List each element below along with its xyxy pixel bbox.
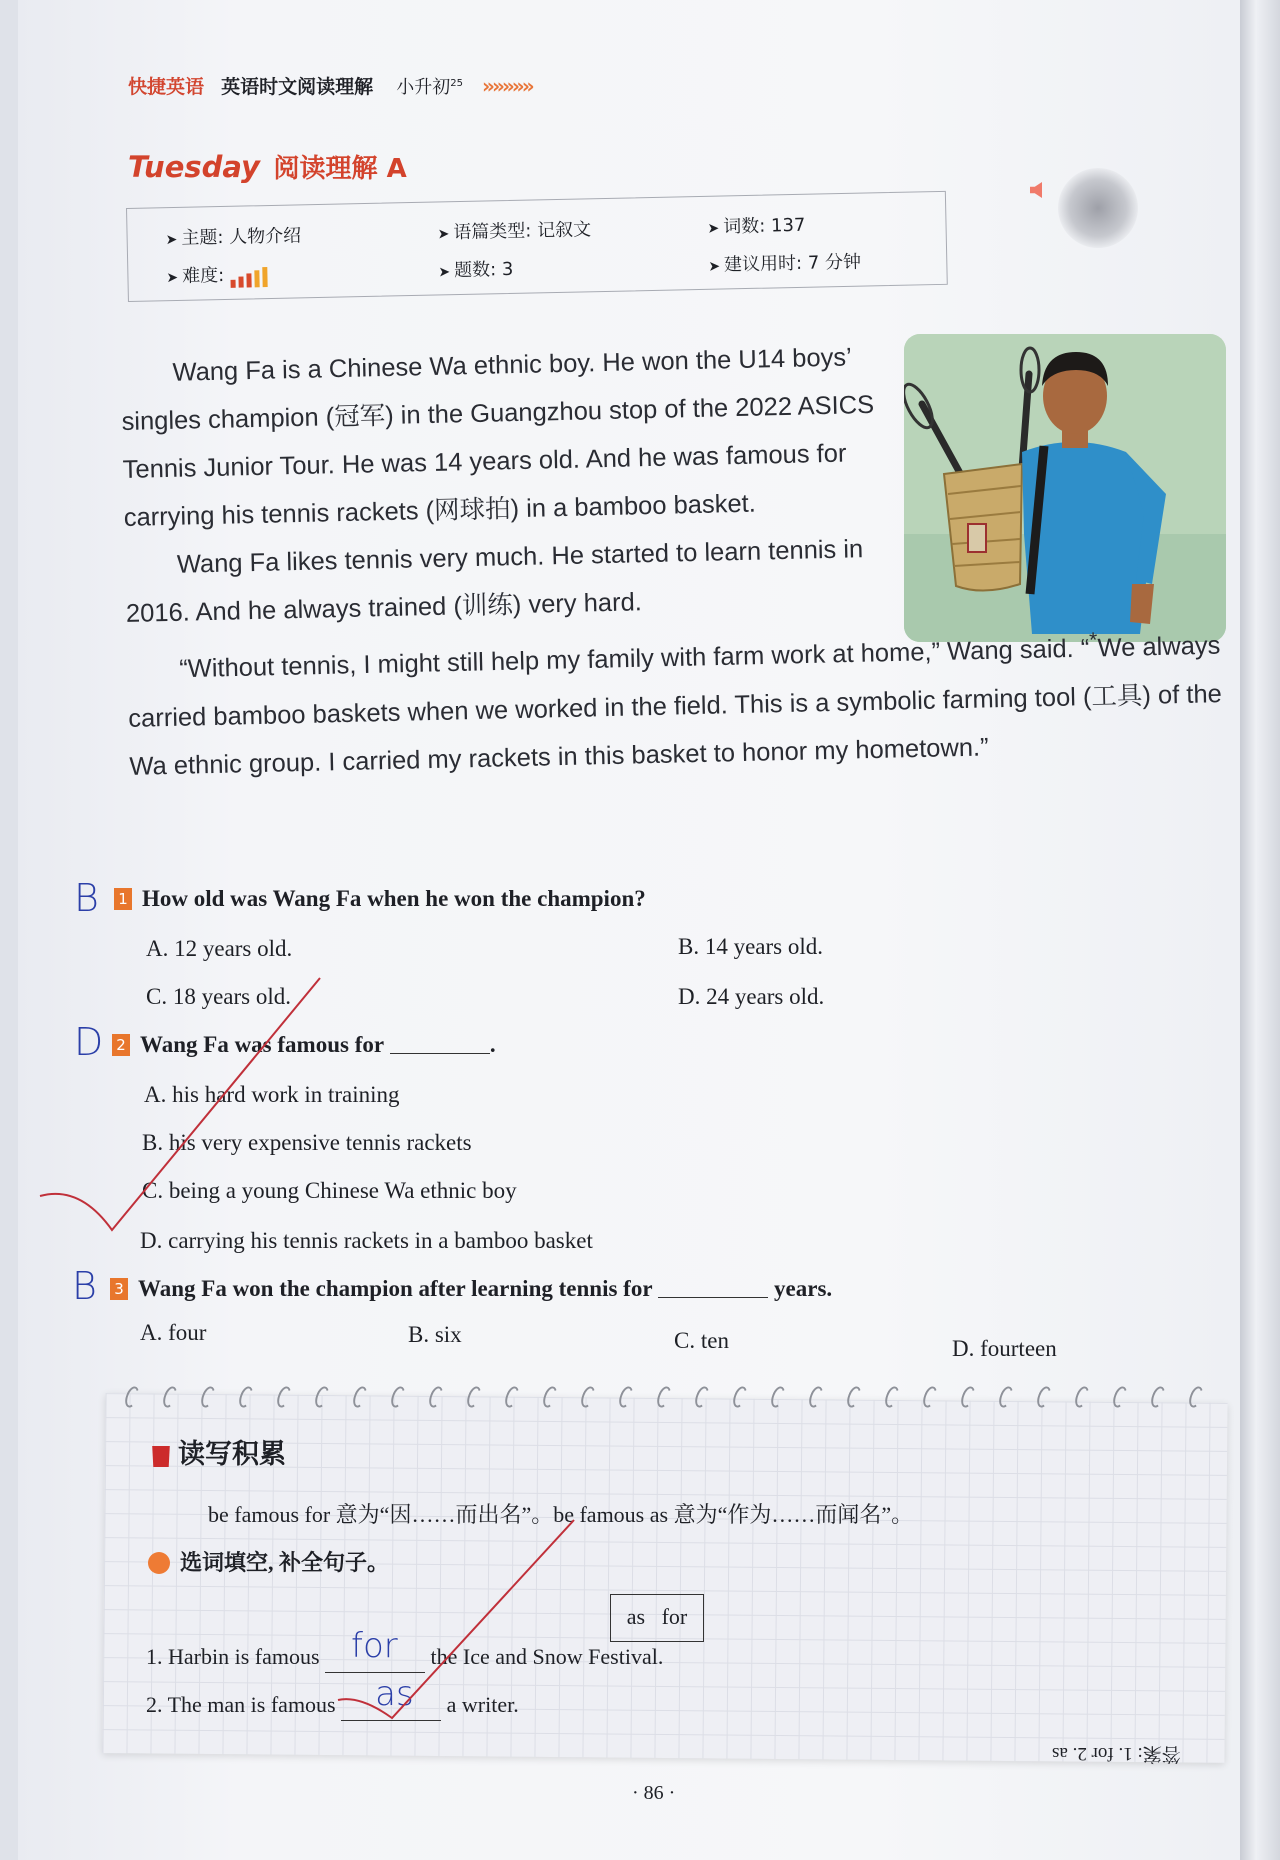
handwritten-fill-2: as bbox=[375, 1674, 414, 1714]
ring-icon bbox=[769, 1385, 788, 1410]
word-choice: for bbox=[661, 1604, 688, 1629]
option-1d: D. 24 years old. bbox=[678, 984, 825, 1009]
answer-blank bbox=[658, 1297, 768, 1298]
notes-task bbox=[148, 1546, 389, 1577]
header-level-sup: 25 bbox=[450, 78, 463, 89]
ring-icon bbox=[1035, 1385, 1054, 1410]
ring-icon bbox=[161, 1385, 180, 1410]
section-title bbox=[128, 148, 407, 185]
info-questions-text: 题数: 3 bbox=[453, 258, 514, 282]
info-questions bbox=[438, 255, 514, 283]
pencil-badge-icon bbox=[148, 1552, 170, 1574]
triangle-icon: ➤ bbox=[438, 264, 451, 281]
question-number: 2 bbox=[112, 1034, 130, 1056]
question-1 bbox=[114, 886, 646, 912]
header-arrows-icon: »»»»» bbox=[482, 74, 532, 98]
star-icon: * bbox=[1088, 627, 1098, 653]
handwritten-answer-1: B bbox=[74, 876, 99, 920]
handwritten-answer-3: B bbox=[72, 1264, 97, 1308]
question-number: 3 bbox=[110, 1278, 128, 1300]
book-spine-edge bbox=[1240, 0, 1280, 1860]
triangle-icon: ➤ bbox=[707, 220, 720, 237]
info-genre-text: 语篇类型: 记叙文 bbox=[453, 219, 592, 244]
triangle-icon: ➤ bbox=[437, 226, 450, 243]
passage-paragraph-2: Wang Fa likes tennis very much. He started to learn tennis in 2016. And he always trained (训练) very hard. bbox=[125, 535, 864, 628]
question-number: 1 bbox=[114, 888, 132, 910]
question-text: How old was Wang Fa when he won the champion? bbox=[142, 886, 646, 911]
difficulty-bars-icon bbox=[230, 266, 270, 288]
info-words bbox=[707, 211, 805, 239]
header-series-title: 英语时文阅读理解 bbox=[221, 76, 374, 98]
option-2c: C. being a young Chinese Wa ethnic boy bbox=[142, 1178, 517, 1203]
sentence-1-start: 1. Harbin is famous bbox=[146, 1644, 320, 1669]
info-difficulty bbox=[166, 260, 270, 289]
ring-icon bbox=[959, 1385, 978, 1410]
ring-icon bbox=[237, 1385, 256, 1410]
notes-task-text: 选词填空, 补全句子。 bbox=[180, 1550, 390, 1575]
info-time-text: 建议用时: 7 分钟 bbox=[723, 251, 862, 276]
ring-icon bbox=[579, 1385, 598, 1410]
ring-icon bbox=[199, 1385, 218, 1410]
section-day: Tuesday bbox=[128, 150, 260, 184]
blurred-qr-code bbox=[1058, 168, 1138, 248]
ring-icon bbox=[465, 1385, 484, 1410]
word-choice: as bbox=[626, 1604, 646, 1629]
sentence-1-end: the Ice and Snow Festival. bbox=[430, 1644, 664, 1669]
notes-rule: be famous for 意为“因……而出名”。be famous as 意为“作为……而闻名”。 bbox=[208, 1502, 914, 1527]
option-1c: C. 18 years old. bbox=[146, 984, 292, 1009]
ring-icon bbox=[807, 1385, 826, 1410]
upside-down-answer-key: 答案: 1. for 2. as bbox=[1052, 1743, 1181, 1764]
ring-icon bbox=[997, 1385, 1016, 1410]
page-number: · 86 · bbox=[632, 1782, 676, 1804]
ring-icon bbox=[427, 1385, 446, 1410]
question-text-before: Wang Fa won the champion after learning tennis for bbox=[138, 1276, 653, 1301]
sentence-2-start: 2. The man is famous bbox=[146, 1692, 336, 1717]
info-genre bbox=[437, 215, 591, 244]
header-brand: 快捷英语 bbox=[128, 76, 205, 98]
header-level-text: 小升初 bbox=[396, 77, 451, 98]
option-2a: A. his hard work in training bbox=[144, 1082, 400, 1107]
option-3d: D. fourteen bbox=[952, 1336, 1057, 1361]
ring-icon bbox=[617, 1385, 636, 1410]
info-words-text: 词数: 137 bbox=[723, 214, 806, 238]
word-choice-box bbox=[610, 1594, 704, 1642]
ring-icon bbox=[351, 1385, 370, 1410]
fill-sentence-2 bbox=[146, 1674, 519, 1721]
ring-icon bbox=[541, 1385, 560, 1410]
notebook-rings bbox=[104, 1386, 1226, 1414]
ring-icon bbox=[1149, 1385, 1168, 1410]
ring-icon bbox=[313, 1385, 332, 1410]
header-level bbox=[396, 77, 463, 98]
option-1a: A. 12 years old. bbox=[146, 936, 293, 961]
triangle-icon: ➤ bbox=[165, 231, 178, 249]
triangle-icon: ➤ bbox=[708, 258, 721, 275]
question-text-after: years. bbox=[774, 1276, 833, 1301]
reading-passage bbox=[120, 325, 1245, 791]
info-time bbox=[708, 248, 861, 277]
option-2d: D. carrying his tennis rackets in a bamboo basket bbox=[140, 1228, 593, 1253]
ring-icon bbox=[389, 1385, 408, 1410]
triangle-icon: ➤ bbox=[166, 269, 179, 287]
passage-info-box bbox=[126, 191, 948, 302]
option-3b: B. six bbox=[408, 1322, 462, 1347]
ring-icon bbox=[883, 1385, 902, 1410]
handwritten-fill-1: for bbox=[351, 1626, 398, 1666]
ring-icon bbox=[921, 1385, 940, 1410]
passage-paragraph-3 bbox=[127, 613, 1245, 791]
handwritten-answer-2: D bbox=[74, 1020, 104, 1064]
sentence-2-end: a writer. bbox=[446, 1692, 519, 1717]
ring-icon bbox=[693, 1385, 712, 1410]
ring-icon bbox=[731, 1385, 750, 1410]
notes-title bbox=[150, 1432, 286, 1471]
info-theme bbox=[165, 221, 301, 250]
fill-sentence-1 bbox=[146, 1626, 664, 1673]
ring-icon bbox=[275, 1385, 294, 1410]
info-difficulty-text: 难度: bbox=[181, 264, 225, 287]
ring-icon bbox=[1073, 1385, 1092, 1410]
info-theme-text: 主题: 人物介绍 bbox=[181, 225, 302, 249]
sentence-2-blank[interactable] bbox=[341, 1674, 441, 1721]
pencil-cup-icon bbox=[150, 1437, 172, 1467]
option-3c: C. ten bbox=[674, 1328, 729, 1353]
section-name: 阅读理解 A bbox=[273, 154, 407, 184]
answer-blank bbox=[390, 1053, 490, 1054]
running-header bbox=[128, 72, 532, 99]
question-text-after: . bbox=[489, 1032, 496, 1057]
ring-icon bbox=[1111, 1385, 1130, 1410]
ring-icon bbox=[1187, 1385, 1206, 1410]
option-1b: B. 14 years old. bbox=[678, 934, 824, 959]
ring-icon bbox=[845, 1385, 864, 1410]
option-2b: B. his very expensive tennis rackets bbox=[142, 1130, 472, 1155]
question-2 bbox=[112, 1032, 496, 1058]
passage-paragraph-3-part-a: “Without tennis, I might still help my family with farm work at home,” Wang said. “ bbox=[178, 634, 1090, 684]
passage-paragraph-3-part-b: We always carried bamboo baskets when we worked in the field. This is a symbolic farming tool (工具) of the Wa ethnic group. I carried my rackets in this basket to honor my hometown.” bbox=[128, 631, 1223, 781]
ring-icon bbox=[655, 1385, 674, 1410]
notes-title-text: 读写积累 bbox=[178, 1439, 286, 1470]
question-3 bbox=[110, 1276, 832, 1302]
question-text-before: Wang Fa was famous for bbox=[140, 1032, 385, 1057]
passage-paragraph-1: Wang Fa is a Chinese Wa ethnic boy. He won the U14 boys’ singles champion (冠军) in the Guangzhou stop of the 2022 ASICS Tennis Junior Tour. He was 14 years old. And he was famous for carrying his tennis rackets (网球拍) in a bamboo basket. bbox=[121, 343, 875, 532]
sentence-1-blank[interactable] bbox=[325, 1626, 425, 1673]
option-3a: A. four bbox=[140, 1320, 207, 1345]
ring-icon bbox=[123, 1385, 142, 1410]
ring-icon bbox=[503, 1385, 522, 1410]
